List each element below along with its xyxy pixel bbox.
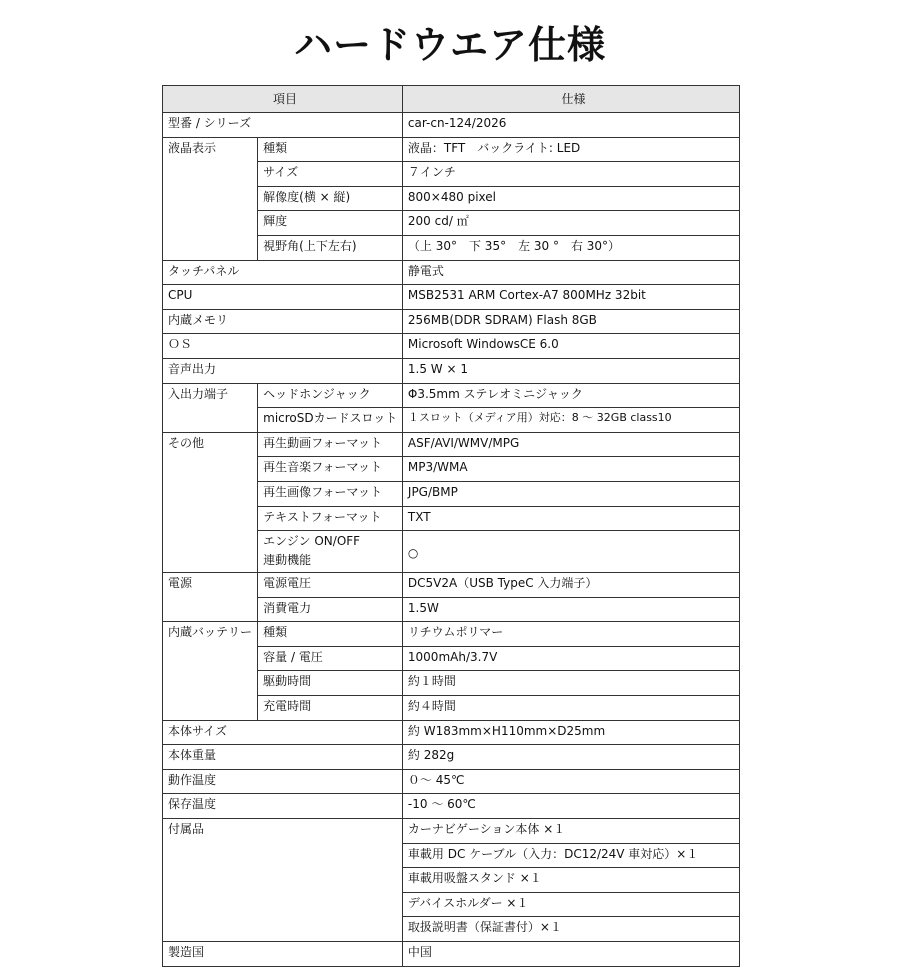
row-value: 中国 [402, 942, 739, 967]
row-value: 1.5W [402, 597, 739, 622]
sub-label-line: エンジン ON/OFF [263, 534, 361, 549]
row-value: ○ [402, 531, 739, 573]
sub-label: 再生動画フォーマット [258, 432, 403, 457]
row-value: （上 30° 下 35° 左 30 ° 右 30°） [402, 235, 739, 260]
group-label: 電源 [163, 573, 258, 622]
row-label: 保存温度 [163, 794, 403, 819]
row-label: 型番 / シリーズ [163, 113, 403, 138]
row-value: ０～ 45℃ [402, 769, 739, 794]
table-row [163, 432, 740, 457]
table-row [163, 113, 740, 138]
accessory-item: カーナビゲーション本体 ×１ [402, 819, 739, 844]
row-value: 800×480 pixel [402, 186, 739, 211]
row-value: 200 cd/ ㎡ [402, 211, 739, 236]
row-value: TXT [402, 506, 739, 531]
row-value: 1.5 W × 1 [402, 358, 739, 383]
row-label: CPU [163, 285, 403, 310]
group-label: 付属品 [163, 819, 403, 942]
row-value: -10 ～ 60℃ [402, 794, 739, 819]
row-value: MP3/WMA [402, 457, 739, 482]
sub-label [258, 531, 403, 573]
row-label: タッチパネル [163, 260, 403, 285]
row-value: 静電式 [402, 260, 739, 285]
row-label: 製造国 [163, 942, 403, 967]
row-value: Φ3.5mm ステレオミニジャック [402, 383, 739, 408]
sub-label: 視野角(上下左右) [258, 235, 403, 260]
sub-label: 輝度 [258, 211, 403, 236]
row-value: Microsoft WindowsCE 6.0 [402, 334, 739, 359]
sub-label: 電源電圧 [258, 573, 403, 598]
table-row [163, 334, 740, 359]
table-row [163, 819, 740, 844]
header-spec: 仕様 [402, 86, 739, 113]
table-row [163, 794, 740, 819]
row-value: 約 282g [402, 745, 739, 770]
table-row [163, 260, 740, 285]
row-value: 256MB(DDR SDRAM) Flash 8GB [402, 309, 739, 334]
table-row [163, 769, 740, 794]
sub-label: 容量 / 電圧 [258, 646, 403, 671]
table-row [163, 573, 740, 598]
table-row [163, 745, 740, 770]
table-row [163, 622, 740, 647]
spec-table [162, 85, 740, 967]
table-row [163, 309, 740, 334]
sub-label: 種類 [258, 622, 403, 647]
row-value: DC5V2A（USB TypeC 入力端子） [402, 573, 739, 598]
row-label: 本体重量 [163, 745, 403, 770]
row-value: 約４時間 [402, 696, 739, 721]
row-value: ASF/AVI/WMV/MPG [402, 432, 739, 457]
row-value: 約１時間 [402, 671, 739, 696]
sub-label: 種類 [258, 137, 403, 162]
sub-label: サイズ [258, 162, 403, 187]
row-label: ＯＳ [163, 334, 403, 359]
group-label: 内蔵バッテリー [163, 622, 258, 720]
row-label: 本体サイズ [163, 720, 403, 745]
table-header [163, 86, 740, 113]
sub-label-line: 連動機能 [263, 553, 312, 568]
sub-label: 駆動時間 [258, 671, 403, 696]
table-row [163, 137, 740, 162]
row-value: 約 W183mm×H110mm×D25mm [402, 720, 739, 745]
sub-label: 解像度(横 × 縦) [258, 186, 403, 211]
group-label: 入出力端子 [163, 383, 258, 432]
table-row [163, 285, 740, 310]
accessory-item: 取扱説明書（保証書付）×１ [402, 917, 739, 942]
row-value: MSB2531 ARM Cortex-A7 800MHz 32bit [402, 285, 739, 310]
table-row [163, 383, 740, 408]
row-value: ７インチ [402, 162, 739, 187]
row-label: 内蔵メモリ [163, 309, 403, 334]
table-row [163, 942, 740, 967]
accessory-item: 車載用吸盤スタンド ×１ [402, 868, 739, 893]
row-value: JPG/BMP [402, 481, 739, 506]
sub-label: 充電時間 [258, 696, 403, 721]
accessory-item: デバイスホルダー ×１ [402, 892, 739, 917]
header-item: 項目 [163, 86, 403, 113]
sub-label: 再生音楽フォーマット [258, 457, 403, 482]
row-value: １スロット（メディア用）対応：8 ～ 32GB class10 [402, 408, 739, 433]
sub-label: テキストフォーマット [258, 506, 403, 531]
page-title: ハードウエア仕様 [293, 23, 606, 67]
table-row [163, 720, 740, 745]
accessory-item: 車載用 DC ケーブル（入力：DC12/24V 車対応）×１ [402, 843, 739, 868]
sub-label: 消費電力 [258, 597, 403, 622]
sub-label: microSDカードスロット [258, 408, 403, 433]
row-label: 動作温度 [163, 769, 403, 794]
sub-label: 再生画像フォーマット [258, 481, 403, 506]
group-label: その他 [163, 432, 258, 572]
row-value: car-cn-124/2026 [402, 113, 739, 138]
table-row [163, 358, 740, 383]
row-value: 液晶：TFT バックライト: LED [402, 137, 739, 162]
sub-label: ヘッドホンジャック [258, 383, 403, 408]
row-value: 1000mAh/3.7V [402, 646, 739, 671]
group-label: 液晶表示 [163, 137, 258, 260]
row-label: 音声出力 [163, 358, 403, 383]
row-value: リチウムポリマー [402, 622, 739, 647]
